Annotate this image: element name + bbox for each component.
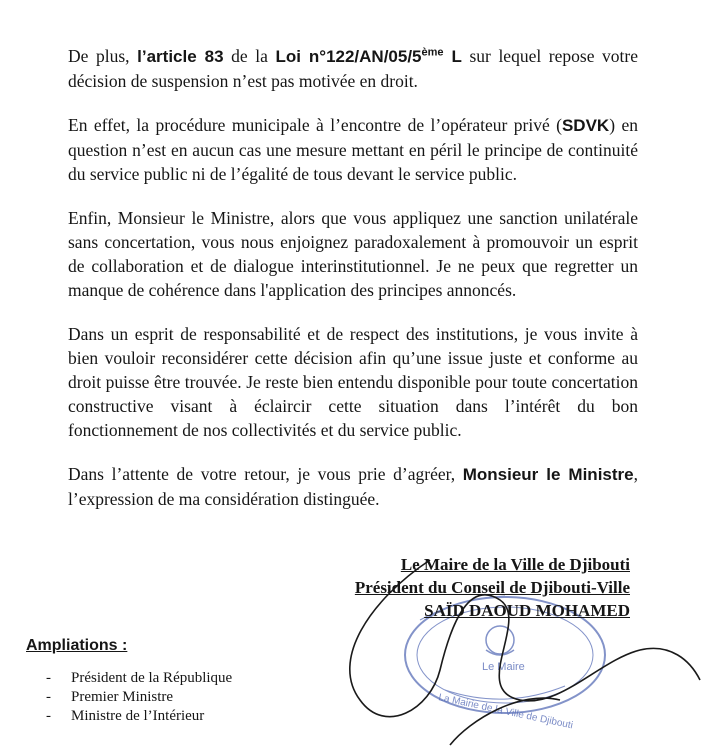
p2-text: En effet, la procédure municipale à l’encontre de l’opérateur privé ( xyxy=(68,115,562,135)
p2-text-2: ) en question n’est en aucun cas une mesure mettant en péril le principe de continuité du service public ni de l’égalité de tous devant le service public. xyxy=(68,115,638,184)
stamp-center-text: Le Maire xyxy=(482,661,525,673)
paragraph-1 xyxy=(68,44,638,93)
list-item: - Président de la République xyxy=(26,669,232,688)
p5-text: Dans l’attente de votre retour, je vous prie d’agréer, xyxy=(68,464,463,484)
paragraph-2 xyxy=(68,113,638,186)
law-suffix: L xyxy=(443,47,462,66)
p1-text-2: de la xyxy=(223,46,276,66)
addressee: Monsieur le Ministre xyxy=(462,465,634,484)
signatory-title: Le Maire de la Ville de Djibouti xyxy=(400,555,630,574)
paragraph-4: Dans un esprit de responsabilité et de respect des institutions, je vous invite à bien vouloir reconsidérer cette décision afin qu’une issue juste et conforme au droit puisse être trouvée. Je reste bien entendu disponible pour toute concertation constructive visant à éclaircir cette situation dans l’intérêt du bon fonctionnement de nos collectivités et du service public. xyxy=(68,324,638,440)
paragraph-5 xyxy=(68,462,638,511)
article-ref: l’article 83 xyxy=(137,47,224,66)
signatory-role: Président du Conseil de Djibouti-Ville xyxy=(354,578,630,597)
p1-text: De plus, xyxy=(68,46,138,66)
stamp-ring-text: La Mairie de la Ville de Djibouti xyxy=(437,692,574,732)
law-sup: ème xyxy=(421,46,444,59)
letter-body xyxy=(68,44,638,531)
p5-text-2: , l’expression de ma considération distinguée. xyxy=(68,464,638,509)
law-ref xyxy=(275,47,461,66)
ampliations-list xyxy=(26,669,232,726)
signature-block xyxy=(330,553,630,622)
paragraph-3: Enfin, Monsieur le Ministre, alors que vous appliquez une sanction unilatérale sans concertation, vous nous enjoignez paradoxalement à promouvoir un esprit de collaboration et de dialogue interinstitutionnel. Je ne peux que regretter un manque de cohérence dans l'application des principes annoncés. xyxy=(68,208,638,300)
list-item: - Ministre de l’Intérieur xyxy=(26,707,232,726)
law-number: Loi n°122/AN/05/5 xyxy=(275,47,422,66)
ampliations-title: Ampliations : xyxy=(26,637,128,654)
ampliations xyxy=(26,637,232,726)
p1-text-3: sur lequel repose votre décision de suspension n’est pas motivée en droit. xyxy=(68,46,639,91)
list-item: - Premier Ministre xyxy=(26,688,232,707)
signatory-name: SAÏD DAOUD MOHAMED xyxy=(424,601,630,620)
operator-name: SDVK xyxy=(561,116,610,135)
